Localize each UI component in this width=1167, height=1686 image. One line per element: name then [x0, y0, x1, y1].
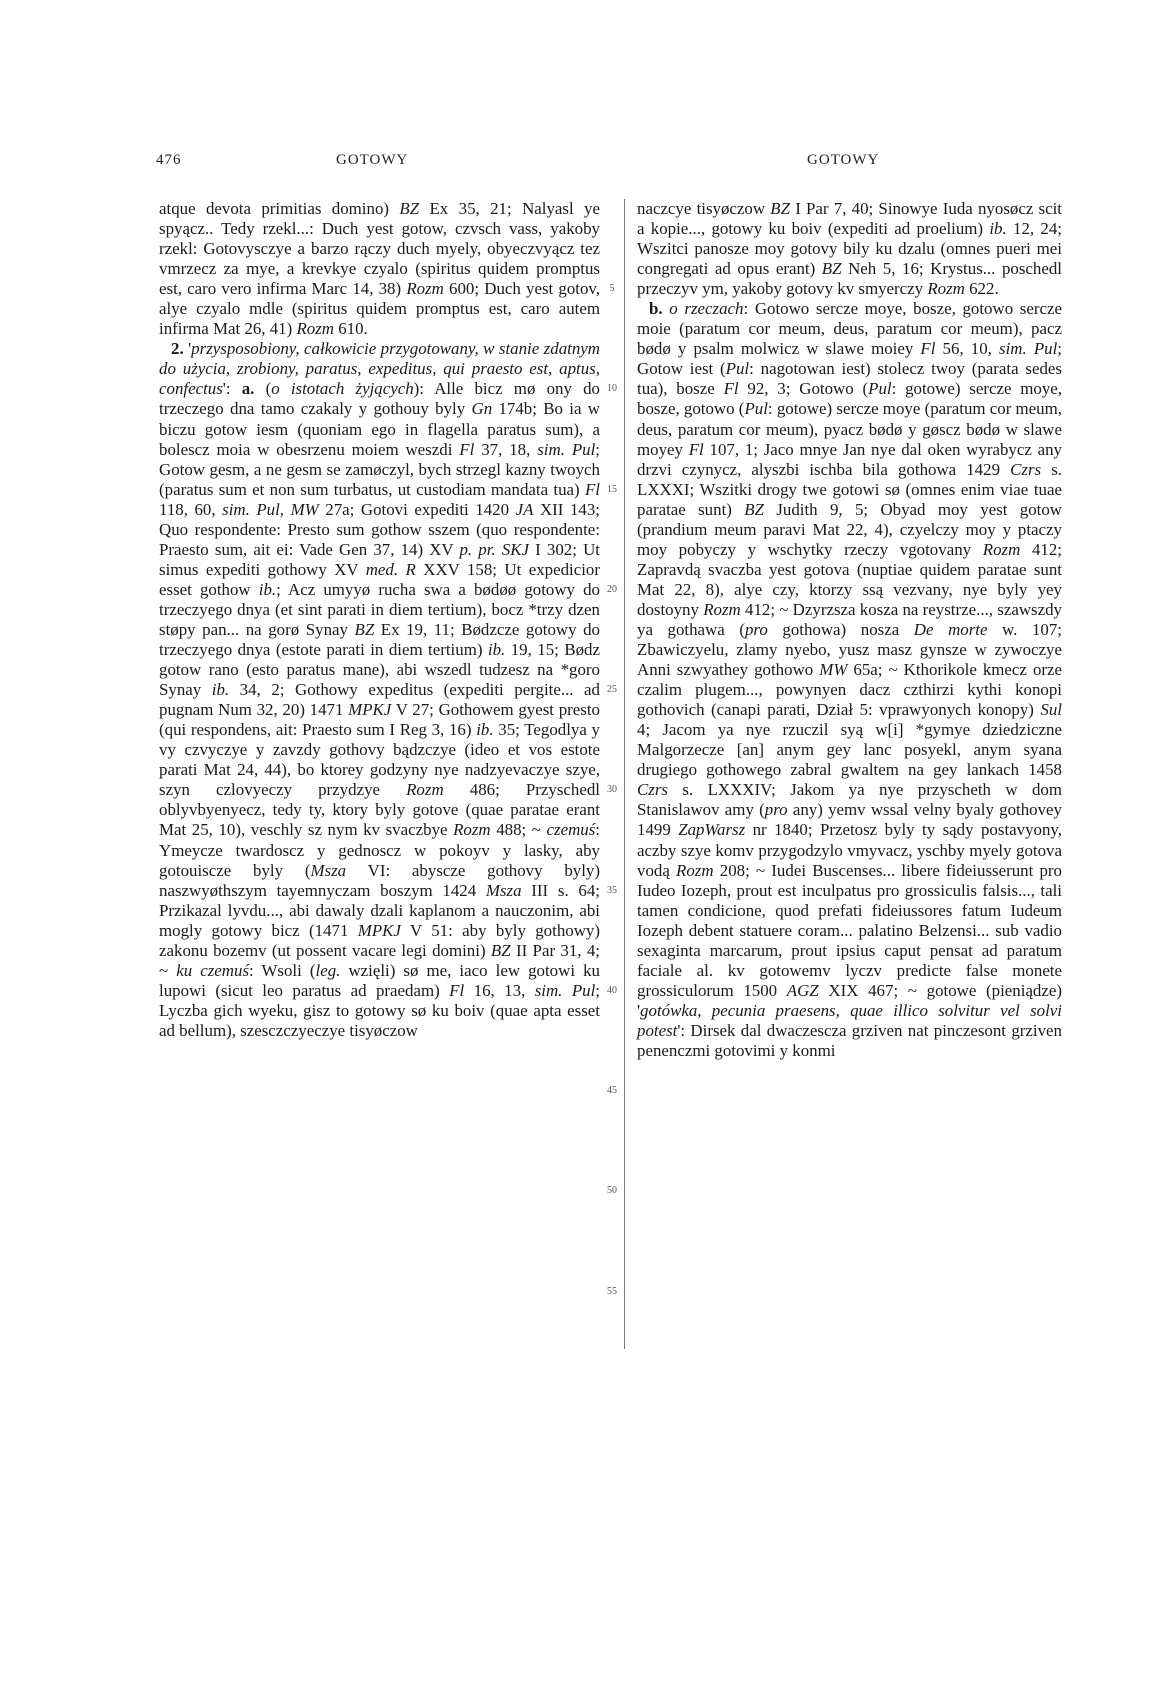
text-segment: 16, 13, [464, 980, 535, 1000]
text-segment: Neh 5, 16; Krystus... poschedl przeczyv ym, yakoby gotovy kv smyerczy [637, 259, 1062, 299]
italic-segment: przysposobiony, całkowicie przygotowany, w stanie zdatnym do użycia, zrobiony, paratus, expeditus, qui praesto est, aptus, confectus [159, 339, 600, 399]
text-segment: : Wsoli ( [249, 960, 316, 980]
text-segment: V 51: aby byly gothowy) zakonu bozemv (ut possent vacare legi domini) [159, 920, 600, 960]
text-segment: XIX 467; ~ gotowe (pieniądze) ' [637, 980, 1063, 1020]
italic-segment: BZ [744, 499, 764, 519]
entry-paragraph [637, 199, 1062, 299]
right-column [637, 199, 1062, 1061]
italic-segment: ZapWarsz [678, 820, 746, 840]
italic-segment: Rozm [296, 319, 334, 339]
text-segment: 12, 24; Wszitci panosze moy gotovy bily ku dzalu (omnes pueri mei congregati ad opus erant) [637, 219, 1062, 279]
sense-marker: b. [649, 299, 663, 319]
italic-segment: Rozm [703, 599, 741, 619]
italic-segment: AGZ [786, 980, 819, 1000]
text-segment: 56, 10, [935, 339, 1000, 359]
line-number: 50 [607, 1185, 617, 1197]
italic-segment: Rozm [927, 279, 965, 299]
text-segment: nr 1840; Przetosz byly ty sądy postavyony, aczby szye komv przygodzylo vmyvacz, yschby myely gotova vodą [637, 820, 1062, 880]
italic-segment: BZ [490, 940, 511, 960]
italic-segment: Rozm [406, 279, 444, 299]
italic-segment: sim. Pul [999, 339, 1058, 359]
text-segment: 486; Przyschedl oblyvbyenyecz, tedy ty, ktory byly gotove (quae paratae erant Mat 25, 10), veschly sz nym kv svaczbye [159, 780, 600, 840]
italic-segment: ib. [989, 219, 1007, 239]
line-number: 55 [607, 1285, 617, 1297]
line-number: 10 [607, 383, 617, 395]
italic-segment: Pul [725, 359, 750, 379]
text-segment: Ex 35, 21; Nalyasl ye spyącz.. Tedy rzekl...: Duch yest gotow, czvsch vass, yakoby rzekl: Gotovysczye a barzo rączy duch myely, obyeczvyącz tez vmrzecz za mye, a krevkye czyalo (spiritus quidem promptus est, caro vero infirma Marc 14, 38) [159, 199, 600, 299]
text-segment: 208; ~ Iudei Buscenses... libere fideiusserunt pro Iudeo Iozeph, prout est inculpatus pro grossiculis falsis..., tali tamen condicione, quod prefati fideiussores fatum Iudeum Iozeph debent statuere coram... palatino Belzensi... sub vadio sexaginta marcarum, prout ipsius caput pensat ad paratum faciale al. kv gotowemv lyczv predicte false monete grossiculorum 1500 [637, 860, 1062, 1000]
italic-segment: p. pr. SKJ [459, 539, 529, 559]
italic-segment: gotówka, pecunia praesens, quae illico solvitur vel solvi potest [637, 1000, 1062, 1040]
line-number: 30 [607, 784, 617, 796]
italic-segment: ib. [487, 640, 506, 660]
text-segment: VI: abyscze gothovy byly) naszwyøthszym tayemnyczam boszym 1424 [159, 860, 600, 900]
italic-segment: BZ [399, 199, 420, 218]
italic-segment: czemuś [546, 820, 596, 840]
text-segment: 4; Jacom ya nye rzuczil syą w[i] *gymye dziedziczne Malgorzecze [an] anym gey lanc posyekl, anym syana drugiego gothowego zabral gwaltem na gey lankach 1458 [637, 720, 1062, 780]
text-segment: any) yemv wssal velny byaly gothovey 1499 [637, 800, 1062, 840]
text-segment: 600; Duch yest gotov, alye czyalo mdle (spiritus quidem promptus est, caro autem infirma Mat 26, 41) [159, 279, 601, 339]
page-number: 476 [156, 152, 182, 168]
text-segment: V 27; Gothowem gyest presto (qui respondens, ait: Praesto sum I Reg 3, 16) [159, 700, 600, 740]
text-segment: 412; Zapravdą svaczba yest gotova (nuptiae quidem paratae sunt Mat 22, 8), alye czy, ktorzy ssą vezvany, nye byly yey dostoyny [637, 539, 1062, 619]
italic-segment: sim. Pul, MW [222, 499, 319, 519]
italic-segment: ib. [258, 579, 277, 599]
text-segment: atque devota primitias domino) [159, 199, 400, 218]
line-number: 45 [607, 1085, 617, 1097]
text-segment: 610. [334, 319, 368, 339]
italic-segment: pro [744, 619, 768, 639]
text-segment: I Par 7, 40; Sinowye Iuda nyosøcz scit a kopie..., gotowy ku boiv (expediti ad proelium) [637, 199, 1062, 239]
italic-segment: Czrs [637, 780, 668, 800]
text-segment: 27a; Gotovi expediti 1420 [318, 499, 516, 519]
line-number: 40 [607, 984, 617, 996]
italic-segment: Fl [584, 479, 600, 499]
running-head-left: GOTOWY [336, 152, 409, 168]
text-segment: gothowa) nosza [767, 619, 914, 639]
text-segment: 107, 1; Jaco mnye Jan nye dal oken wyrabycz any drzvi czynycz, alyszbi ischba bila gothowa 1429 [637, 439, 1062, 479]
italic-segment: leg. [315, 960, 341, 980]
line-number: 25 [607, 684, 617, 696]
text-segment: Ex 19, 11; Bødzcze gotowy do trzeczyego dnya (estote parati in diem tertium) [159, 619, 601, 660]
italic-segment: Fl [688, 439, 704, 459]
text-segment: ' [183, 339, 192, 359]
text-segment: XII 143; Quo respondente: Presto sum gothow sszem (quo respondente: Praesto sum, ait ei: Vade Gen 37, 14) XV [159, 499, 600, 559]
italic-segment: Fl [459, 439, 475, 459]
italic-segment: sim. Pul [534, 980, 596, 1000]
italic-segment: Pul [868, 379, 892, 399]
italic-segment: Fl [920, 339, 936, 359]
text-segment: III s. 64; Przikazal lyvdu..., abi dawaly dzali kaplanom a nauczonim, abi mogly gotowy bicz (1471 [159, 880, 600, 940]
text-segment: s. LXXXIV; Jakom ya nye przyscheth w dom Stanislawov amy ( [637, 780, 1062, 820]
text-segment: : gotowe) sercze moye (paratum cor meum, deus, paratum cor meum), pyacz bødø y gøscz bødø w slawe moyey [637, 399, 1062, 459]
italic-segment: Fl [449, 980, 465, 1000]
text-segment: ; Gotow iest ( [637, 339, 1062, 379]
italic-segment: o rzeczach [669, 299, 744, 319]
text-segment: ': Dirsek dal dwaczescza grziven nat pinczesont grziven penenczmi gotovimi y konmi [637, 1020, 1062, 1060]
text-segment: 488; ~ [490, 820, 547, 840]
italic-segment: sim. Pul [537, 439, 596, 459]
running-head-right: GOTOWY [807, 152, 880, 168]
text-segment: 412; ~ Dzyrzsza kosza na reystrze..., szawszdy ya gothawa ( [637, 599, 1062, 639]
text-segment: ( [254, 379, 272, 399]
text-segment: s. LXXXI; Wszitki drogy twe gotowi sø (omnes enim viae tuae paratae sunt) [637, 459, 1062, 519]
text-segment: 37, 18, [474, 439, 538, 459]
italic-segment: MPKJ [357, 920, 401, 940]
italic-segment: Rozm [406, 780, 444, 800]
text-segment: : gotowe) sercze moye, bosze, gotowo ( [637, 379, 1062, 419]
text-segment: w. 107; Zbawiczyelu, zlamy nyebo, yusz masz gynsze w zywoczye Anni szwyathey gothowo [637, 619, 1062, 680]
italic-segment: ib. [476, 720, 494, 740]
left-column [159, 199, 600, 1041]
text-segment: II Par 31, 4; ~ [159, 940, 600, 980]
text-segment: 118, 60, [159, 499, 223, 519]
text-segment: wzięli) sø me, iaco lew gotowi ku lupowi (sicut leo paratus ad praedam) [159, 960, 600, 1000]
text-segment: ): Alle bicz mø ony do trzeczego dna tamo czakaly y gothouy byly [159, 379, 600, 419]
line-number: 35 [607, 884, 617, 896]
italic-segment: o istotach żyjących [271, 379, 414, 399]
italic-segment: Fl [723, 379, 739, 399]
text-segment: Judith 9, 5; Obyad moy yest gotow (prandium meum paravi Mat 22, 4), czyelczy moy y ptaczy moy pobyczy y wschytky rzeczy vgotovany [637, 499, 1062, 559]
sense-marker: 2. [171, 339, 184, 359]
italic-segment: Rozm [453, 820, 491, 840]
italic-segment: De morte [913, 619, 988, 639]
entry-paragraph [637, 299, 1062, 1061]
italic-segment: Gn [471, 399, 493, 419]
italic-segment: Pul [744, 399, 768, 419]
italic-segment: BZ [770, 199, 790, 218]
italic-segment: pro [764, 800, 788, 820]
italic-segment: BZ [354, 619, 375, 639]
line-number: 15 [607, 483, 617, 495]
italic-segment: MPKJ [348, 700, 392, 720]
text-segment: 174b; Bo ia w biczu gotow iesm (quoniam ego in flagella paratus sum), a bolescz moia w obesrzenu moiem weszdi [159, 399, 601, 459]
entry-paragraph [159, 339, 600, 1041]
line-number: 20 [607, 583, 617, 595]
italic-segment: BZ [821, 259, 842, 279]
italic-segment: MW [819, 660, 848, 680]
italic-segment: Sul [1040, 700, 1062, 720]
text-segment: : Gotowo sercze moye, bosze, gotowo sercze moie (paratum cor meum, deus, paratum cor meum), pacz bødø y psalm molwicz w slawe moiey [637, 299, 1062, 359]
text-segment: 19, 15; Bødz gotow rano (esto paratus mane), abi wszedl tudzesz na *goro Synay [159, 640, 600, 700]
italic-segment: ku czemuś [176, 960, 250, 980]
text-segment: XXV 158; Ut expedicior esset gothow [159, 559, 600, 599]
text-segment: : nagotowan iest) stolecz twoy (parata sedes tua), bosze [637, 359, 1062, 399]
text-segment: ; Lyczba gich wyeku, gisz to gotowy sø ku boiv (quae apta esset ad bellum), szesczczyeczye tisyøczow [159, 980, 600, 1040]
entry-paragraph [159, 199, 600, 339]
italic-segment: JA [515, 499, 534, 519]
italic-segment: med. R [365, 559, 416, 579]
column-divider [624, 199, 625, 1349]
line-number: 5 [609, 283, 615, 295]
text-segment: naczcye tisyøczow [637, 199, 771, 218]
italic-segment: ib. [211, 680, 230, 700]
italic-segment: Rozm [982, 539, 1021, 559]
text-segment: I 302; Ut simus expediti gothowy XV [159, 539, 600, 579]
text-segment: ': [222, 379, 242, 399]
italic-segment: Msza [485, 880, 522, 900]
text-segment: : Ymeycze twardoscz y gednoscz w pokoyv y lasky, aby gotouiscze byly ( [159, 820, 600, 880]
sense-marker: a. [241, 379, 255, 399]
text-segment: 92, 3; Gotowo ( [738, 379, 869, 399]
text-segment: ; Acz umyyø rucha swa a bødøø gotowy do trzeczyego dnya (et sint parati in diem tertium), bocz *trzy dzen støpy pan... na gorø Synay [159, 579, 601, 639]
italic-segment: Czrs [1010, 459, 1042, 479]
text-segment: 35; Tegodlya y vy czvyczye y zavzdy gothovy bądzczye (ideo et vos estote parati Mat 24, 44), bo ktorey godzyny nye nadzyevaczye szye, szyn czlovyeczy przydzye [159, 720, 600, 800]
italic-segment: Msza [310, 860, 347, 880]
text-segment: ; Gotow gesm, a ne gesm se zamøczyl, bych strzegl kazny twoych (paratus sum et non sum turbatus, ut custodiam mandata tua) [159, 439, 600, 499]
text-segment: 65a; ~ Kthorikole kmecz orze czalim plugem..., powynyen dacz czthirzi kythi konopi gothovich (canapi parati, Dział 5: vprawyonych konopy) [637, 660, 1063, 720]
italic-segment: Rozm [676, 860, 714, 880]
text-segment: 34, 2; Gothowy expeditus (expediti pergite... ad pugnam Num 32, 20) 1471 [159, 680, 600, 720]
text-segment: 622. [964, 279, 999, 299]
